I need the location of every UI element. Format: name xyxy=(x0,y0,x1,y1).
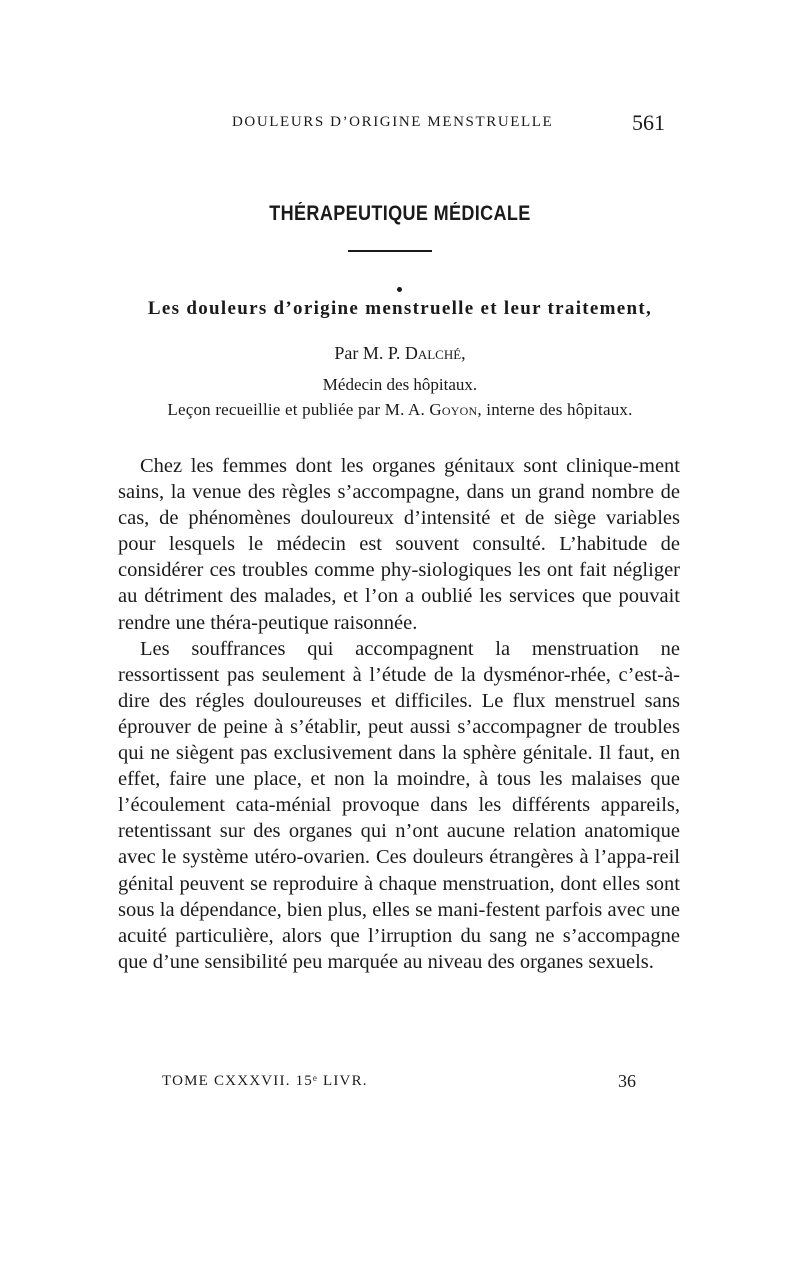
footer-signature: TOME CXXXVII. 15ᵉ LIVR. xyxy=(162,1073,368,1089)
article-title: Les douleurs d’origine menstruelle et leur traitement, xyxy=(147,298,653,319)
title-rule xyxy=(348,250,432,252)
body-text xyxy=(118,453,680,975)
running-head: DOULEURS D’ORIGINE MENSTRUELLE xyxy=(232,114,554,130)
ornament-dot xyxy=(397,287,402,292)
credit-name: Goyon, xyxy=(429,400,482,419)
byline-prefix: Par M. P. xyxy=(334,343,405,363)
page-number: 561 xyxy=(632,110,665,135)
author-role: Médecin des hôpitaux. xyxy=(322,375,478,394)
paragraph: Les souffrances qui accompagnent la menstruation ne ressortissent pas seulement à l’étude de la dysménor-rhée, c’est-à-dire des régles douloureuses et difficiles. Le flux menstruel sans éprouver de peine à s’établir, peut aussi s’accompagner de troubles qui ne siègent pas exclusivement dans la sphère génitale. Il faut, en effet, faire une place, et non la moindre, à tous les malaises que l’écoulement cata-ménial provoque dans les différents appareils, retentissant sur des organes qui n’ont aucune relation anatomique avec le système utéro-ovarien. Ces douleurs étrangères à l’appa-reil génital peuvent se reproduire à chaque menstruation, dont elles sont sous la dépendance, bien plus, elles se mani-festent parfois avec une acuité particulière, alors que l’irruption du sang ne s’accompagne que d’une sensibilité peu marquée au niveau des organes sexuels. xyxy=(118,637,680,973)
credit-line xyxy=(0,400,800,420)
paragraph: Chez les femmes dont les organes génitaux sont clinique-ment sains, la venue des règles s’accompagne, dans un grand nombre de cas, de phénomènes douloureux d’intensité et de siège variables pour lesquels le médecin est souvent consulté. L’habitude de considérer ces troubles comme phy-siologiques les ont fait négliger au détriment des malades, et l’on a oublié les services que pouvait rendre une théra-peutique raisonnée. xyxy=(118,455,680,634)
byline xyxy=(0,343,800,364)
credit-prefix: Leçon recueillie et publiée par M. A. xyxy=(167,400,430,419)
credit-suffix: interne des hôpitaux. xyxy=(481,400,633,419)
section-title: THÉRAPEUTIQUE MÉDICALE xyxy=(269,202,531,225)
author-name: Dalché, xyxy=(404,343,466,363)
footer-sheet-number: 36 xyxy=(618,1071,636,1091)
